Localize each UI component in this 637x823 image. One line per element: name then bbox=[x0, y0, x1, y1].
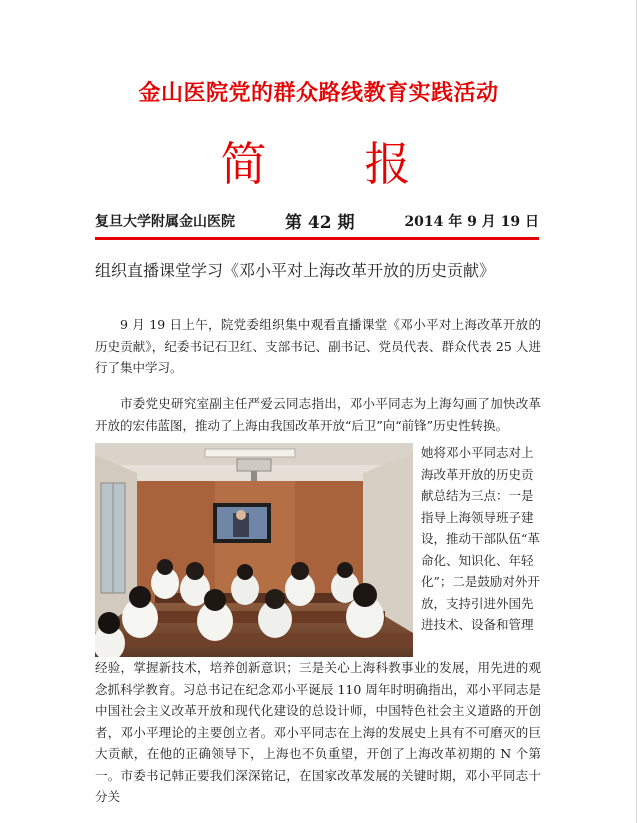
article-paragraph-1: 9 月 19 日上午，院党委组织集中观看直播课堂《邓小平对上海改革开放的历史贡献》，纪委书记石卫红、支部书记、副书记、党员代表、群众代表 25 人进行了集中学习。 bbox=[95, 317, 541, 375]
article-title: 组织直播课堂学习《邓小平对上海改革开放的历史贡献》 bbox=[95, 261, 496, 280]
issue-meta bbox=[95, 208, 539, 232]
classroom-photo bbox=[95, 443, 413, 657]
article-paragraph-3: 经验，掌握新技术，培养创新意识；三是关心上海科教事业的发展，用先进的观念抓科学教育。习总书记在纪念邓小平诞辰 110 周年时明确指出，邓小平同志是中国社会主义改革开放和现代化建设的总设计师，中国特色社会主义道路的开创者，邓小平理论的主要创立者。邓小平同志在上海的发展史上具有不可磨灭的巨大贡献，在他的正确领导下，上海也不负重望，开创了上海改革初期的 N 个第一。市委书记韩正要我们深深铭记，在国家改革发展的关键时期，邓小平同志十分关 bbox=[95, 660, 541, 804]
organization-name: 复旦大学附属金山医院 bbox=[95, 214, 235, 230]
bulletin-title bbox=[0, 128, 637, 194]
bulletin-title-char-1: 简 bbox=[220, 137, 273, 191]
header-divider bbox=[95, 237, 539, 240]
issue-number: 第 42 期 bbox=[285, 213, 355, 233]
article-paragraph-2: 市委党史研究室副主任严爱云同志指出，邓小平同志为上海勾画了加快改革开放的宏伟蓝图，推动了上海由我国改革开放“后卫”向“前锋”历史性转换。 bbox=[95, 396, 541, 433]
article-wrap-text: 她将邓小平同志对上海改革开放的历史贡献总结为三点：一是指导上海领导班子建设，推动干部队伍“革命化、知识化、年轻化”；二是鼓励对外开放，支持引进外国先进技术、设备和管理 bbox=[421, 445, 540, 632]
bulletin-title-char-2: 报 bbox=[364, 137, 417, 191]
header-title: 金山医院党的群众路线教育实践活动 bbox=[138, 81, 499, 106]
issue-date: 2014 年 9 月 19 日 bbox=[404, 214, 539, 230]
